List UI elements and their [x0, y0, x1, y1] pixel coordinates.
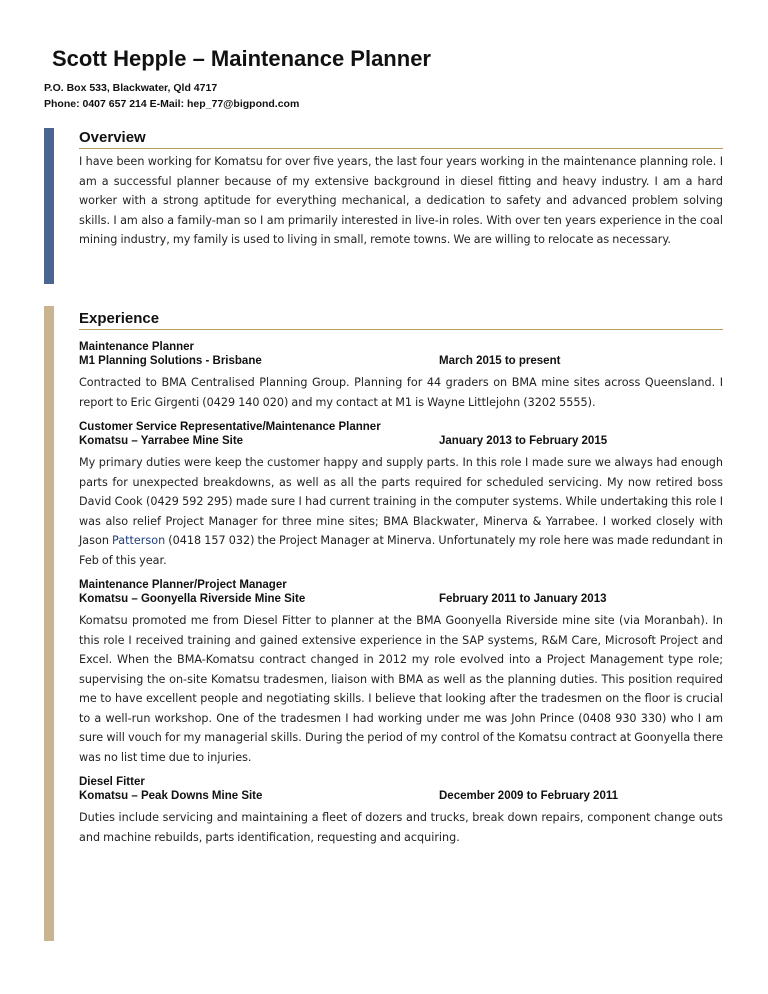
job-description: Komatsu promoted me from Diesel Fitter to planner at the BMA Goonyella Riverside mine site (via Moranbah). In this role I received training and gained extensive experience in the SAP systems, R&M Care, Microsoft Project and Excel. When the BMA-Komatsu contract changed in 2012 my role evolved into a Project Management type role; supervising the on-site Komatsu tradesmen, liaison with BMA as well as the planning duties. This position required me to have excellent people and negotiating skills. I believe that looking after the tradesmen on the floor is crucial to a well-run workshop. One of the tradesmen I had working under me was John Prince (0408 930 330) who I am sure will vouch for my managerial skills. During the period of my control of the Komatsu contract at Goonyella there was no list time due to injuries. — [79, 614, 723, 764]
overview-accent-bar — [44, 128, 54, 284]
job-entry — [79, 340, 723, 412]
job-title: Maintenance Planner — [79, 341, 195, 353]
job-title: Maintenance Planner/Project Manager — [79, 579, 287, 591]
job-description-part: My primary duties were keep the customer happy and supply parts. In this role I made sure we always had enough parts for unexpected breakdowns, as well as all the parts required for scheduled servicing. My now retired boss David Cook (0429 592 295) made sure I had current training in the computer systems. While undertaking this role I was also relief Project Manager for three mine sites; BMA Blackwater, Minerva & Yarrabee. I worked closely with Jason — [79, 456, 723, 547]
candidate-name: Scott Hepple – Maintenance Planner — [52, 46, 431, 71]
job-dates: February 2011 to January 2013 — [439, 593, 607, 605]
job-employer-row — [79, 354, 723, 369]
job-employer-row — [79, 789, 723, 804]
experience-accent-bar — [44, 306, 54, 941]
job-employer: Komatsu – Peak Downs Mine Site — [79, 790, 263, 802]
phone-email: Phone: 0407 657 214 E-Mail: hep_77@bigpond.com — [44, 98, 300, 110]
job-title: Customer Service Representative/Maintenance Planner — [79, 421, 381, 433]
job-employer-row — [79, 592, 723, 607]
job-description — [79, 453, 723, 570]
job-title: Diesel Fitter — [79, 776, 145, 788]
job-entry — [79, 578, 723, 767]
job-employer: Komatsu – Goonyella Riverside Mine Site — [79, 593, 306, 605]
contact-name-link[interactable]: Patterson — [112, 534, 166, 547]
job-employer-row — [79, 434, 723, 449]
job-entry — [79, 420, 723, 570]
job-description: Contracted to BMA Centralised Planning Group. Planning for 44 graders on BMA mine sites across Queensland. I report to Eric Girgenti (0429 140 020) and my contact at M1 is Wayne Littlejohn (3202 5555). — [79, 376, 723, 409]
experience-heading: Experience — [79, 310, 723, 330]
job-description: Duties include servicing and maintaining a fleet of dozers and trucks, break down repairs, component change outs and machine rebuilds, parts identification, requesting and acquiring. — [79, 811, 723, 844]
postal-address: P.O. Box 533, Blackwater, Qld 4717 — [44, 82, 218, 94]
job-employer: M1 Planning Solutions - Brisbane — [79, 355, 262, 367]
overview-text: I have been working for Komatsu for over five years, the last four years working in the maintenance planning role. I am a successful planner because of my extensive background in diesel fitting and heavy industry. I am a hard worker with a strong aptitude for everything mechanical, a dedication to safety and advanced problem solving skills. I am also a family-man so I am primarily interested in live-in roles. With over ten years experience in the coal mining industry, my family is used to living in small, remote towns. We are willing to relocate as necessary. — [79, 155, 723, 246]
experience-section — [79, 310, 723, 847]
job-entry — [79, 775, 723, 847]
overview-heading: Overview — [79, 129, 723, 149]
job-dates: December 2009 to February 2011 — [439, 790, 618, 802]
job-dates: March 2015 to present — [439, 355, 561, 367]
job-dates: January 2013 to February 2015 — [439, 435, 608, 447]
job-employer: Komatsu – Yarrabee Mine Site — [79, 435, 244, 447]
overview-section — [79, 129, 723, 250]
job-description-part: (0418 157 032) the Project Manager at Minerva. Unfortunately my role here was made redundant in Feb of this year. — [79, 534, 723, 567]
